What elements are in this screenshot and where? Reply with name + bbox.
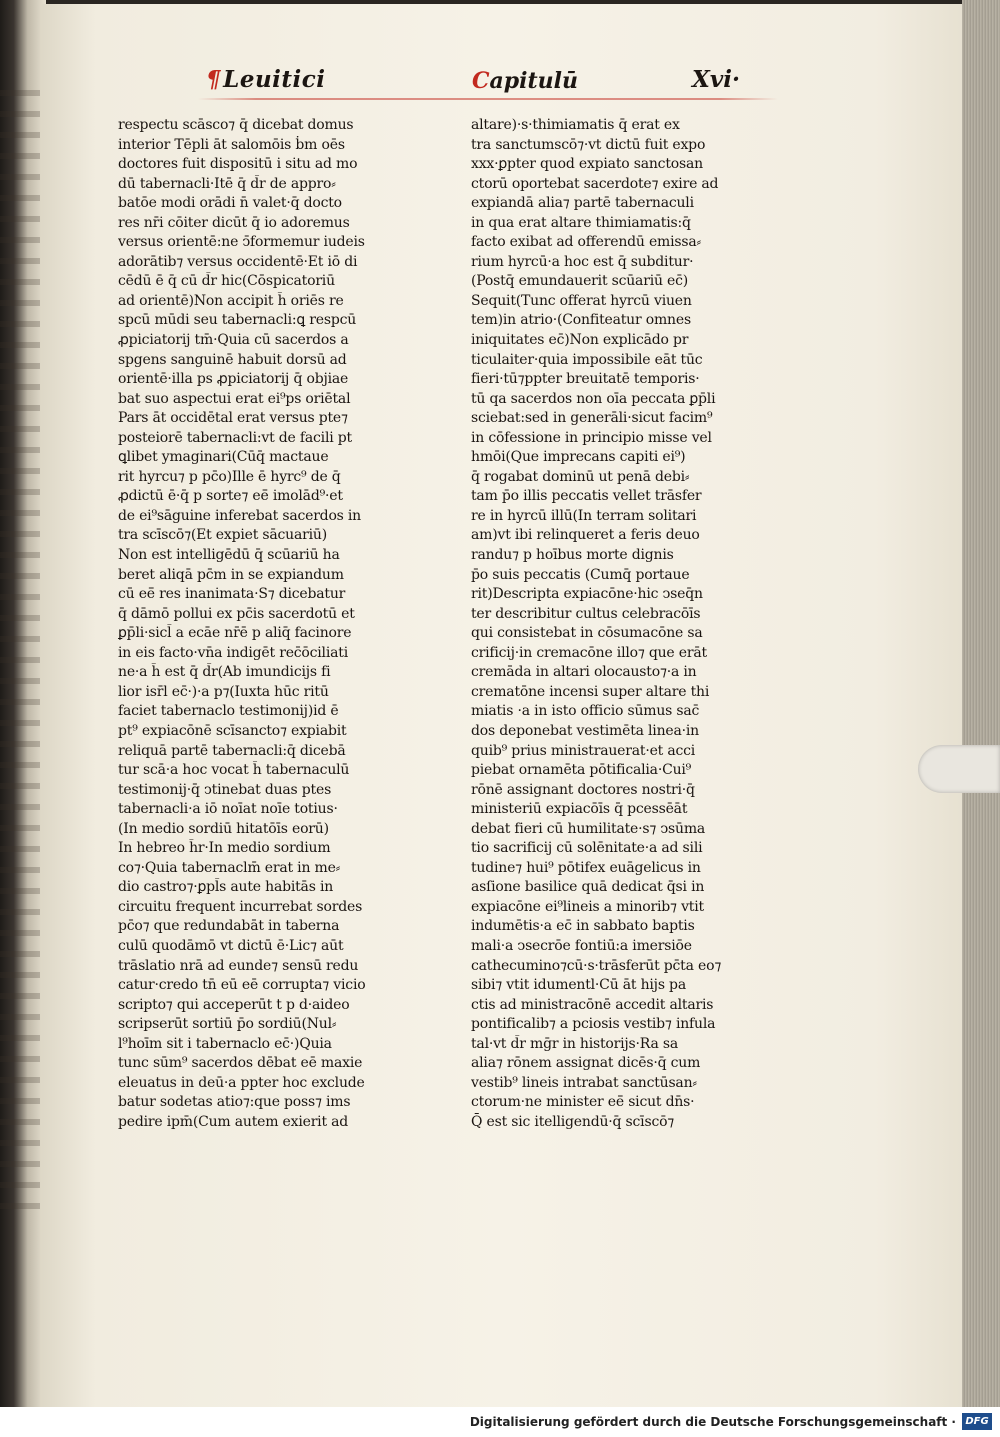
text-line: tū qa sacerdos non oīa peccata ꝑp̄li — [471, 390, 716, 407]
text-line: beret aliqā pc̄m in se expiandum — [118, 566, 344, 583]
running-title-chapter — [472, 68, 578, 94]
text-line: cremāda in altari olocausto⁊·a in — [471, 664, 697, 681]
text-line: miatis ·a in isto officio sūmus sac̄ — [471, 703, 700, 720]
chapter-word: apitulū — [489, 68, 579, 94]
text-line: versus orientē:ne ↄ̄formemur iudeis — [118, 234, 365, 251]
text-line: rit)Descripta expiacōne·hic ↄseq̄n — [471, 586, 703, 603]
text-line: tem)in atrio·(Confiteatur omnes — [471, 312, 691, 329]
dfg-logo: DFG — [962, 1413, 992, 1430]
text-line: Non est intelligēdū q̄ scūariū ha — [118, 547, 340, 564]
text-line: quib⁹ prius ministrauerat·et acci — [471, 742, 696, 759]
text-line: fieri·tū⁊ppter breuitatē temporis· — [471, 371, 700, 388]
text-line: tra scīscō⁊(Et expiet sācuariū) — [118, 527, 327, 544]
page-header — [40, 64, 968, 104]
text-line: expiandā alia⁊ partē tabernaculi — [471, 195, 694, 212]
text-line: rōnē assignant doctores nostri·q̄ — [471, 781, 695, 798]
text-line: dos deponebat vestimēta linea·in — [471, 722, 699, 739]
text-line: posteiorē tabernacli:vt de facili pt — [118, 429, 352, 446]
text-line: tal·vt d̄r mḡr in historijs·Ra sa — [471, 1035, 678, 1052]
text-line: facto exibat ad offerendū emissa⸗ — [471, 234, 701, 251]
text-line: lior isr̄l ec̄·)·a p⁊(Iuxta hūc ritū — [118, 683, 329, 700]
chapter-number: Xvi· — [692, 66, 740, 93]
text-line: ctorū oportebat sacerdote⁊ exire ad — [471, 175, 719, 192]
text-line: (In medio sordiū hitatōīs eorū) — [118, 820, 329, 837]
text-line: culū quodāmō vt dictū ē·Lic⁊ aūt — [118, 937, 344, 954]
text-line: Q̄ est sic itelligendū·q̄ scīscō⁊ — [471, 1113, 675, 1130]
text-line: bat suo aspectui erat ei⁹ps oriētal — [118, 390, 351, 407]
text-line: co⁊·Quia tabernaclm̄ erat in me⸗ — [118, 859, 341, 876]
text-line: faciet tabernaclo testimonij)id ē — [118, 703, 339, 720]
right-book-edge — [962, 0, 1000, 1407]
facing-page-text-edge — [0, 90, 40, 1210]
text-line: mali·a ↄsecrōe fontiū:a imersiōe — [471, 937, 692, 954]
text-line: sibi⁊ vtit idumentl·Cū āt hijs pa — [471, 977, 686, 994]
text-line: randu⁊ p hoībus morte dignis — [471, 547, 674, 564]
text-line: tabernacli·a iō noīat noīe totius· — [118, 801, 338, 818]
pilcrow-mark-icon: ¶ — [206, 66, 222, 93]
text-line: ctorum·ne minister eē̄ sicut dn̄s· — [471, 1094, 695, 1111]
text-line: de ei⁹sāguine inferebat sacerdos in — [118, 507, 362, 524]
text-line: rium hyrcū·a hoc est q̄ subditur· — [471, 253, 694, 270]
text-line: xxx·ꝑpter quod expiato sanctosan — [471, 156, 703, 173]
text-line: tra sanctumscō⁊·vt dictū fuit expo — [471, 136, 706, 153]
text-line: respectu scāsco⁊ q̄ dicebat domus — [118, 117, 354, 133]
text-line: am)vt ibi relinqueret a feris deuo — [471, 527, 700, 544]
text-line: l⁹hoīm sit i tabernaclo ec̄·)Quia — [118, 1035, 332, 1052]
text-line: cathecumino⁊cū·s·trāsferūt pc̄ta eo⁊ — [471, 957, 722, 974]
text-line: reliquā partē tabernacli:q̄ dicebā — [118, 742, 346, 759]
text-line: ꝓdictū ē·q̄ p sorte⁊ eē̄ imolād⁹·et — [118, 488, 343, 505]
text-line: batur sodetas atio⁊:que poss⁊ ims — [118, 1094, 351, 1111]
text-line: ter describitur cultus celebracōīs — [471, 605, 701, 622]
text-line: circuitu frequent incurrebat sordes — [118, 898, 363, 915]
text-line: spgens sanguinē habuit dorsū ad — [118, 351, 347, 368]
text-line: pt⁹ expiacōnē scīsancto⁊ expiabit — [118, 722, 347, 739]
running-title-left — [206, 66, 326, 93]
text-line: ctis ad ministracōnē accedit altaris — [471, 996, 714, 1013]
text-line: q̄ dāmō pollui ex pc̄is sacerdotū et — [118, 605, 355, 622]
text-line: Sequit(Tunc offerat hyrcū viuen — [471, 292, 692, 309]
text-line: ne·a h̄ est q̄ d̄r(Ab imundicijs fi — [118, 664, 331, 681]
text-column-left — [118, 116, 418, 1132]
text-line: in eis facto·vn̄a indigēt rec̄ōciliati — [118, 644, 348, 661]
text-line: scripto⁊ qui acceperūt t p d·aideo — [118, 996, 350, 1013]
text-line: p̄o suis peccatis (Cumq̄ portaue — [471, 566, 690, 583]
text-column-right — [471, 116, 771, 1132]
show-through-text — [140, 72, 210, 94]
text-line: adorātib⁊ versus occidentē·Et iō di — [118, 253, 358, 270]
text-line: ticulaiter·quia impossibile eāt tūc — [471, 351, 703, 368]
text-line: ꝗlibet ymaginari(Cūq̄ mactaue — [118, 449, 329, 466]
text-line: re in hyrcū illū(In terram solitari — [471, 507, 697, 524]
text-line: asſione basilice quā dedicat q̄si in — [471, 879, 705, 896]
text-line: scripserūt sortiū p̄o sordiū(Nul⸗ — [118, 1016, 337, 1033]
text-line: tio sacrificij cū solēnitate·a ad sili — [471, 840, 703, 857]
text-line: tur scā·a hoc vocat h̄ tabernaculū — [118, 762, 350, 779]
text-line: iniquitates ec̄)Non explicādo pr — [471, 332, 689, 349]
text-line: piebat ornamēta pōtificalia·Cui⁹ — [471, 762, 692, 779]
text-line: ad orientē)Non accipit h̄ oriēs re — [118, 292, 344, 309]
scan-credit-bar — [0, 1407, 1000, 1437]
text-line: debat fieri cū humilitate·s⁊ ↄsūma — [471, 820, 706, 837]
text-line: ꝓpiciatorij tm̄·Quia cū sacerdos a — [118, 332, 349, 349]
text-line: res nr̄i cōiter dicūt q̄ io adoremus — [118, 214, 350, 231]
text-line: rit hyrcu⁊ p pc̄o)Ille ē hyrc⁹ de q̄ — [118, 468, 341, 485]
text-line: in qua erat altare thimiamatis:q̄ — [471, 214, 691, 231]
text-line: qui consistebat in cōsumacōne sa — [471, 625, 703, 642]
text-line: ministeriū expiacōīs q̄ pcessēāt — [471, 801, 688, 818]
text-line: expiacōne ei⁹lineis a minorib⁊ vtit — [471, 898, 704, 915]
text-line: crematōne incensi super altare thi — [471, 683, 710, 700]
text-line: pc̄o⁊ que redundabāt in taberna — [118, 918, 340, 935]
text-line: crificij·in cremacōne illo⁊ que erāt — [471, 644, 707, 661]
text-line: Pars āt occidētal erat versus pte⁊ — [118, 410, 348, 427]
rubricated-capital: C — [472, 68, 490, 94]
text-line: pedire ipm̄(Cum autem exierit ad — [118, 1113, 349, 1130]
text-line: tudine⁊ hui⁹ pōtifex euāgelicus in — [471, 859, 701, 876]
text-line: hmōi(Que imprecans capiti ei⁹) — [471, 449, 686, 466]
page-tab-marker — [918, 745, 1000, 793]
text-line: in cōfessione in principio misse vel — [471, 429, 712, 446]
text-line: doctores fuit dispositū i situ ad mo — [118, 156, 358, 173]
text-line: indumētis·a ec̄ in sabbato baptis — [471, 918, 695, 935]
running-title-leuitici: Leuitici — [223, 66, 326, 93]
text-line: sciebat:sed in generāli·sicut facim⁹ — [471, 410, 713, 427]
text-line: orientē·illa ps ꝓpiciatorij q̄ objiae — [118, 371, 349, 388]
text-line: trāslatio nrā ad eunde⁊ sensū redu — [118, 957, 359, 974]
text-line: vestib⁹ lineis intrabat sanctūsan⸗ — [471, 1074, 697, 1091]
text-line: dio castro⁊·ꝑpl̄s aute habitās in — [118, 879, 334, 896]
text-line: pontificalib⁊ a pciosis vestib⁊ infula — [471, 1016, 716, 1033]
text-line: tunc sūm⁹ sacerdos dēbat eē maxie — [118, 1055, 363, 1072]
red-rule-line — [198, 98, 778, 100]
text-line: q̄ rogabat dominū ut penā debi⸗ — [471, 468, 690, 485]
text-line: dū tabernacli·Itē q̄ d̄r de appro⸗ — [118, 175, 336, 192]
text-line: cēdū ē q̄ cū d̄r hic(Cōspicatoriū — [118, 273, 335, 290]
text-line: cū eē̄ res inanimata·S⁊ dicebatur — [118, 586, 346, 603]
text-line: batōe modi orādi n̄ valet·q̄ docto — [118, 195, 342, 212]
book-page — [40, 4, 968, 1407]
text-line: altare)·s·thimiamatis q̄ erat ex — [471, 117, 680, 133]
text-line: interior Tēpli āt salomōis ḃm oēs — [118, 136, 345, 153]
text-line: ꝑp̄li·sicl̄ a ecāe nr̄ē p aliq̄ facinore — [118, 625, 352, 642]
text-line: eleuatus in deū·a ppter hoc exclude — [118, 1074, 365, 1091]
text-line: spcū mūdi seu tabernacli:ꝗ respcū — [118, 312, 357, 329]
text-line: catur·credo tn̄ eū eē corrupta⁊ vicio — [118, 977, 366, 994]
text-line: alia⁊ rōnem assignat dicēs·q̄ cum — [471, 1055, 701, 1072]
text-line: tam p̄o illis peccatis vellet trāsfer — [471, 488, 702, 505]
dfg-credit-text: Digitalisierung gefördert durch die Deutsche Forschungsgemeinschaft · — [469, 1415, 956, 1429]
text-line: testimonij·q̄ ↄtinebat duas ptes — [118, 781, 332, 798]
text-line: In hebreo h̄r·In medio sordium — [118, 840, 331, 857]
text-line: (Postq̄ emundauerit scūariū ec̄) — [471, 273, 689, 290]
